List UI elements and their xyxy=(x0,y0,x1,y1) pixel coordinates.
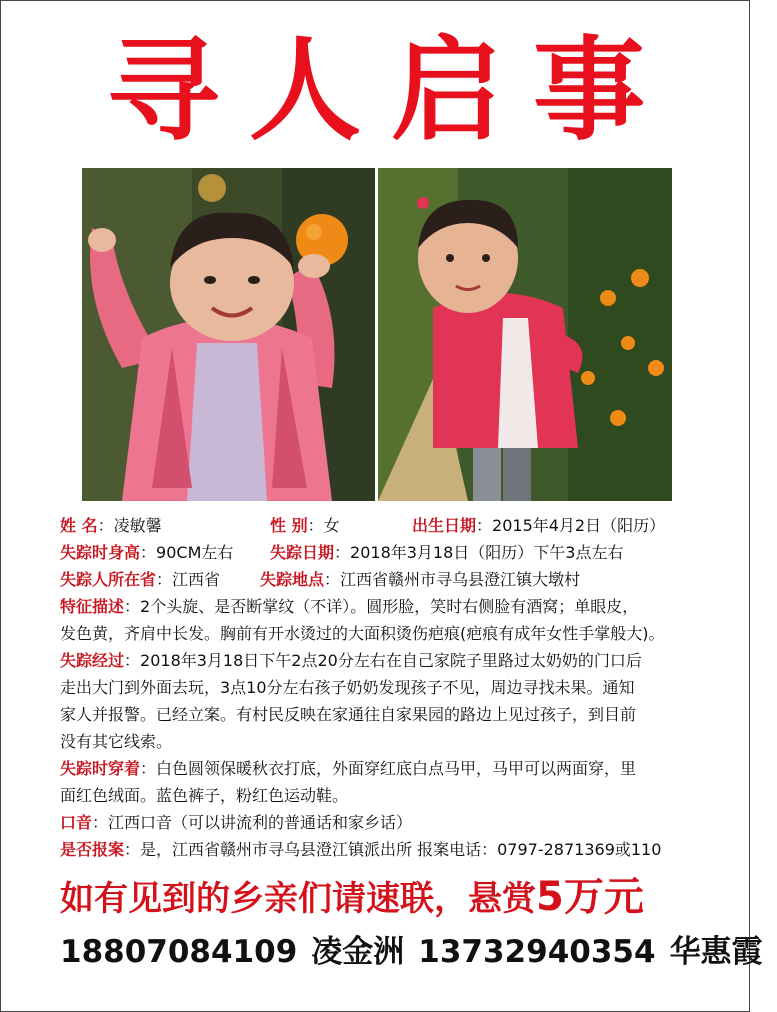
photo-right-illustration xyxy=(378,168,672,501)
birth-field: 出生日期：2015年4月2日（阳历） xyxy=(412,516,666,535)
place-value: 江西省赣州市寻乌县澄江镇大墩村 xyxy=(340,570,581,589)
contact-phone-2: 13732940354 xyxy=(418,934,656,970)
process-label: 失踪经过 xyxy=(60,651,125,670)
info-section xyxy=(60,512,700,863)
birth-value: 2015年4月2日（阳历） xyxy=(492,516,666,535)
height-label: 失踪时身高 xyxy=(60,543,141,562)
features-line-1: 2个头旋、是否断掌纹（不详）。圆形脸，笑时右侧脸有酒窝；单眼皮， xyxy=(140,597,639,616)
process-paragraph: 失踪经过：2018年3月18日下午2点20分左右在自己家院子里路过太奶奶的门口后 走出大门到外面去玩，3点10分左右孩子奶奶发现孩子不见，周边寻找未果。通知 家人并报警。已经立案。有村民反映在家通往自家果园的路边上见过孩子，到目前 没有其它线索。 xyxy=(60,647,700,755)
row-height-date xyxy=(60,539,700,566)
process-line-4: 没有其它线索。 xyxy=(60,732,173,751)
gender-field: 性 别：女 xyxy=(270,516,340,535)
poster-title: 寻人启事 xyxy=(107,26,675,156)
height-field: 失踪时身高：90CM左右 xyxy=(60,543,234,562)
process-line-3: 家人并报警。已经立案。有村民反映在家通往自家果园的路边上见过孩子，到目前 xyxy=(60,705,637,724)
missing-date-field: 失踪日期：2018年3月18日（阳历）下午3点左右 xyxy=(270,543,624,562)
contact-phone-1: 18807084109 xyxy=(60,934,298,970)
child-photo-right xyxy=(378,168,672,501)
photo-left-illustration xyxy=(82,168,375,501)
missing-date-value: 2018年3月18日（阳历）下午3点左右 xyxy=(350,543,624,562)
missing-date-label: 失踪日期 xyxy=(270,543,335,562)
row-location xyxy=(60,566,700,593)
reward-amount: 5万元 xyxy=(536,874,644,920)
report-value: 是，江西省赣州市寻乌县澄江镇派出所 报案电话：0797-2871369或110 xyxy=(140,840,662,859)
row-basic xyxy=(60,512,700,539)
contact-line xyxy=(60,931,763,973)
gender-value: 女 xyxy=(323,516,340,535)
clothes-label: 失踪时穿着 xyxy=(60,759,141,778)
process-line-1: 2018年3月18日下午2点20分左右在自己家院子里路过太奶奶的门口后 xyxy=(140,651,642,670)
gender-label: 性 别 xyxy=(270,516,308,535)
clothes-paragraph: 失踪时穿着：白色圆领保暖秋衣打底，外面穿红底白点马甲，马甲可以两面穿，里 面红色绒面。蓝色裤子，粉红色运动鞋。 xyxy=(60,755,700,809)
name-value: 凌敏馨 xyxy=(113,516,162,535)
province-field: 失踪人所在省：江西省 xyxy=(60,570,221,589)
features-paragraph: 特征描述：2个头旋、是否断掌纹（不详）。圆形脸，笑时右侧脸有酒窝；单眼皮， 发色黄，齐肩中长发。胸前有开水烫过的大面积烫伤疤痕(疤痕有成年女性手掌般大)。 xyxy=(60,593,700,647)
report-label: 是否报案 xyxy=(60,840,125,859)
features-line-2: 发色黄，齐肩中长发。胸前有开水烫过的大面积烫伤疤痕(疤痕有成年女性手掌般大)。 xyxy=(60,624,665,643)
name-field: 姓 名：凌敏馨 xyxy=(60,516,162,535)
name-label: 姓 名 xyxy=(60,516,98,535)
province-label: 失踪人所在省 xyxy=(60,570,157,589)
features-label: 特征描述 xyxy=(60,597,125,616)
place-field: 失踪地点：江西省赣州市寻乌县澄江镇大墩村 xyxy=(260,570,581,589)
row-report: 是否报案：是，江西省赣州市寻乌县澄江镇派出所 报案电话：0797-2871369或110 xyxy=(60,840,662,859)
clothes-line-1: 白色圆领保暖秋衣打底，外面穿红底白点马甲，马甲可以两面穿，里 xyxy=(156,759,637,778)
process-line-2: 走出大门到外面去玩，3点10分左右孩子奶奶发现孩子不见，周边寻找未果。通知 xyxy=(60,678,635,697)
accent-value: 江西口音（可以讲流利的普通话和家乡话） xyxy=(108,813,413,832)
reward-appeal xyxy=(60,875,720,921)
contact-name-2: 华惠霞 xyxy=(669,934,763,970)
height-value: 90CM左右 xyxy=(156,543,234,562)
appeal-text: 如有见到的乡亲们请速联，悬赏 xyxy=(60,879,536,919)
child-photo-left xyxy=(82,168,375,501)
place-label: 失踪地点 xyxy=(260,570,325,589)
clothes-line-2: 面红色绒面。蓝色裤子，粉红色运动鞋。 xyxy=(60,786,349,805)
row-accent: 口音：江西口音（可以讲流利的普通话和家乡话） xyxy=(60,813,413,832)
contact-name-1: 凌金洲 xyxy=(311,934,405,970)
province-value: 江西省 xyxy=(172,570,221,589)
accent-label: 口音 xyxy=(60,813,93,832)
birth-label: 出生日期 xyxy=(412,516,477,535)
